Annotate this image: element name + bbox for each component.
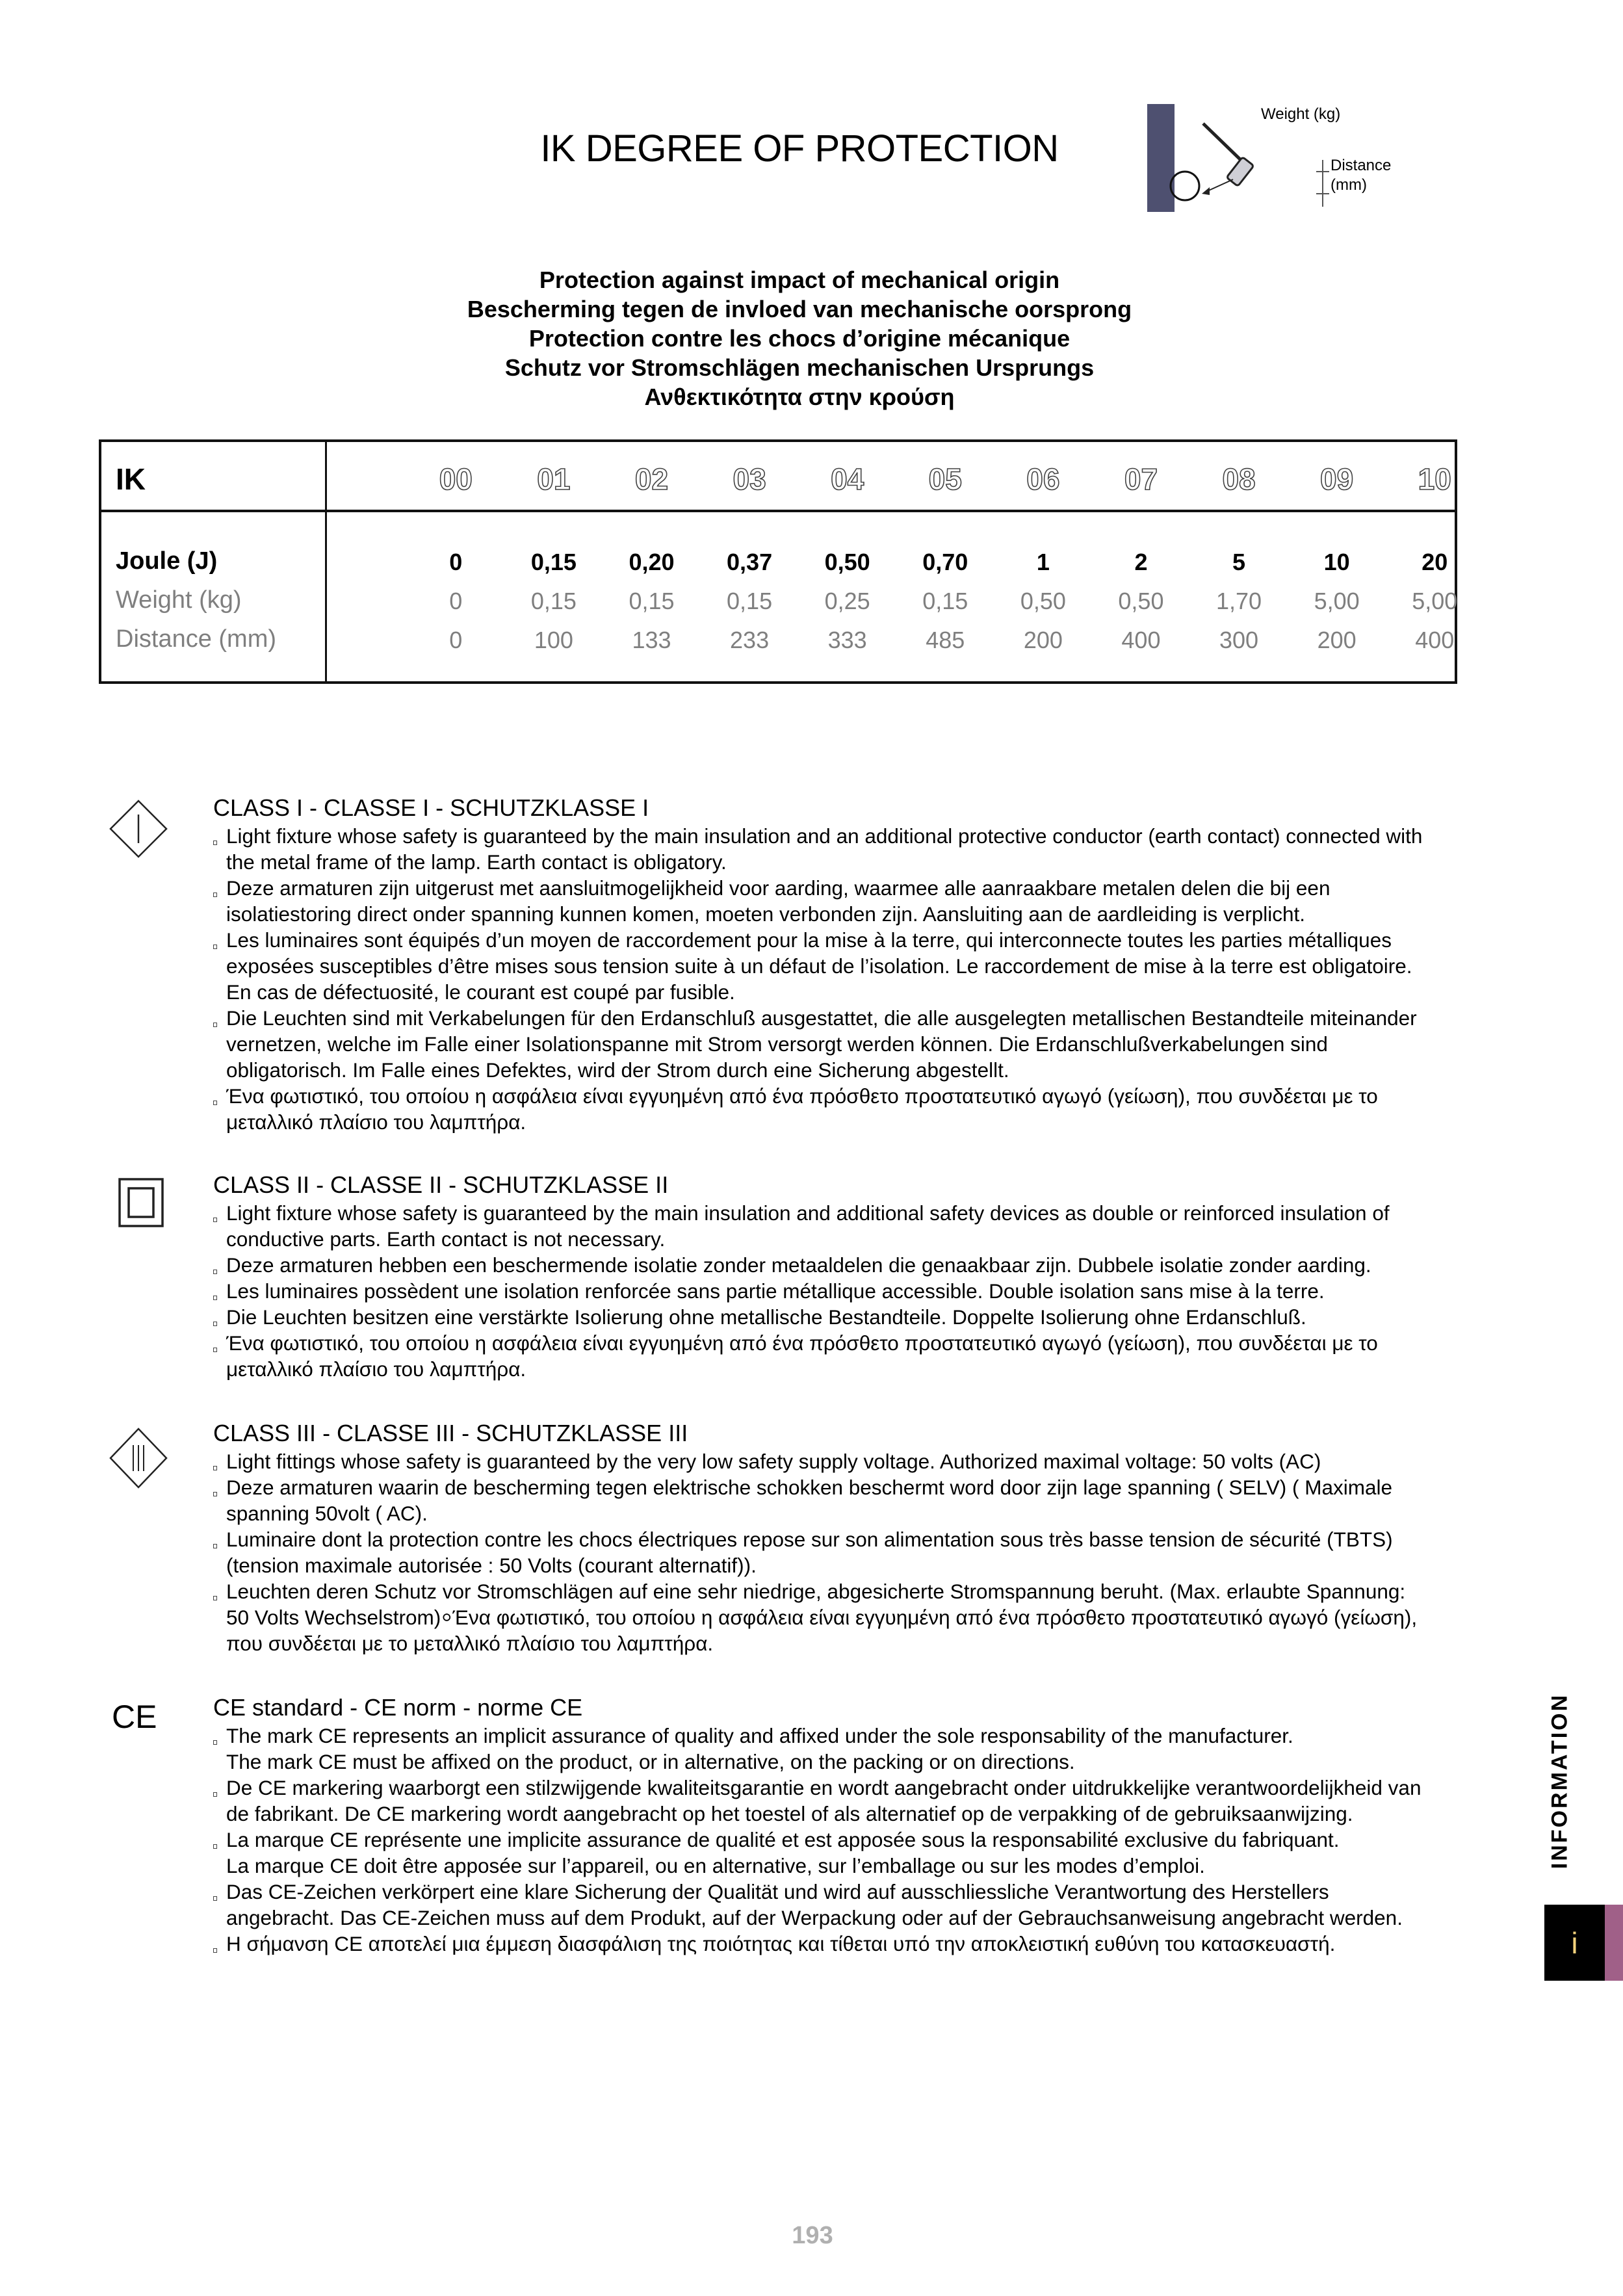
subtitle-el: Ανθεκτικότητα στην κρούση [644, 384, 955, 410]
list-item-fr: Les luminaires sont équipés d’un moyen de raccordement pour la mise à la terre, qui interconnecte toutes les parties métalliques exposées susceptibles d’être mises sous tension suite à un défaut de l’isolation. Le raccordement de mise à la terre est obligatoire. En cas de défectuosité, le courant est coupé par fusible. [213, 927, 1611, 1005]
table-cell: 5 [1232, 549, 1246, 575]
table-cell: 0,50 [824, 549, 870, 575]
page-title: IK DEGREE OF PROTECTION [540, 127, 1059, 170]
ik-code: 05 [928, 462, 962, 496]
table-cell: 20 [1422, 549, 1448, 575]
table-cell: 0,15 [530, 549, 577, 575]
multilingual-subtitles [325, 265, 1274, 411]
list-item-nl: Deze armaturen waarin de bescherming tegen elektrische schokken beschermt word door zijn lage spanning ( SELV) ( Maximale spanning 50volt ( AC). [213, 1474, 1611, 1526]
subtitle-en: Protection against impact of mechanical origin [539, 267, 1060, 293]
class-2-double-square-icon [103, 1168, 174, 1239]
ik-code: 06 [1026, 462, 1060, 496]
table-cell: 400 [1121, 627, 1161, 653]
ik-code: 02 [634, 462, 669, 496]
class-3-diamond-icon [103, 1422, 174, 1494]
list-item-en: Light fixture whose safety is guaranteed by the main insulation and an additional protective conductor (earth contact) connected with the metal frame of the lamp. Earth contact is obligatory. [213, 823, 1611, 875]
table-cell: 0,50 [1118, 588, 1164, 614]
table-cell: 0 [449, 627, 463, 653]
list-item-en: Light fittings whose safety is guaranteed by the very low safety supply voltage. Authorized maximal voltage: 50 volts (AC) [213, 1448, 1611, 1474]
ik-code: 07 [1124, 462, 1158, 496]
table-cell: 0 [449, 588, 463, 614]
ik-code: 00 [439, 462, 473, 496]
chapter-tab-information[interactable] [1544, 1905, 1623, 1981]
chapter-side-label: INFORMATION [1547, 1693, 1572, 1870]
list-item-fr: Luminaire dont la protection contre les chocs électriques repose sur son alimentation sous très basse tension de sécurité (TBTS) (tension maximale autorisée : 50 Volts (courant alternatif)). [213, 1526, 1611, 1578]
table-cell: 0,15 [922, 588, 968, 614]
table-cell: 2 [1134, 549, 1148, 575]
ik-protection-table [99, 439, 1457, 684]
list-item-de-el: Leuchten deren Schutz vor Stromschlägen auf eine sehr niedrige, abgesicherte Stromspannung beruht. (Max. erlaubte Spannung: 50 Volts Wechselstrom)⸰Ένα φωτιστικό, του οποίου η ασφάλεια είναι εγγυημένη από ένα πρόσθετο προστατευτικό αγωγό (γείωση), που συνδέεται με το μεταλλικό πλαίσιο του λαμπτήρα. [213, 1578, 1611, 1656]
table-divider-vertical [325, 442, 327, 681]
table-cell: 200 [1023, 627, 1063, 653]
list-item-en: The mark CE represents an implicit assurance of quality and affixed under the sole responsability of the manufacturer. The mark CE must be affixed on the product, or in alternative, on the packing or on directions. [213, 1723, 1611, 1775]
info-icon: i [1544, 1905, 1605, 1981]
table-cell: 133 [632, 627, 671, 653]
weight-label: Weight (kg) [1261, 105, 1341, 123]
ce-mark-icon: CE [112, 1699, 157, 1735]
row-label-weight: Weight (kg) [116, 586, 242, 614]
table-cell: 200 [1317, 627, 1357, 653]
table-cell: 0,15 [727, 588, 773, 614]
class-2-list [213, 1200, 1611, 1382]
table-cell: 100 [534, 627, 573, 653]
page-number: 193 [792, 2222, 833, 2249]
list-item-nl: Deze armaturen zijn uitgerust met aansluitmogelijkheid voor aarding, waarmee alle aanraakbare metalen delen die bij een isolatiestoring direct onder spanning kunnen komen, moeten verbonden zijn. Aansluiting aan de aardleiding is verplicht. [213, 875, 1611, 927]
table-cell: 0,20 [629, 549, 675, 575]
ik-code: 08 [1222, 462, 1256, 496]
table-cell: 0,70 [922, 549, 968, 575]
list-item-en: Light fixture whose safety is guaranteed by the main insulation and additional safety devices as double or reinforced insulation of conductive parts. Earth contact is not necessary. [213, 1200, 1611, 1252]
table-cell: 1 [1036, 549, 1050, 575]
table-cell: 0,15 [530, 588, 577, 614]
table-cell: 0,15 [629, 588, 675, 614]
section-heading: CLASS I - CLASSE I - SCHUTZKLASSE I [213, 794, 649, 821]
list-item-fr: Les luminaires possèdent une isolation renforcée sans partie métallique accessible. Double isolation sans mise à la terre. [213, 1278, 1611, 1304]
section-heading: CLASS II - CLASSE II - SCHUTZKLASSE II [213, 1171, 669, 1198]
table-cell: 1,70 [1216, 588, 1262, 614]
ik-code: 09 [1320, 462, 1354, 496]
impact-pendulum-diagram [1147, 103, 1407, 213]
ik-code: 04 [831, 462, 864, 496]
table-divider-horizontal [101, 510, 1455, 512]
row-label-joule: Joule (J) [116, 547, 218, 575]
table-cell: 485 [926, 627, 965, 653]
table-cell: 5,00 [1412, 588, 1458, 614]
subtitle-de: Schutz vor Stromschlägen mechanischen Ursprungs [504, 354, 1095, 381]
ik-code: 01 [537, 462, 571, 496]
table-cell: 0,50 [1020, 588, 1066, 614]
distance-label: Distance (mm) [1331, 157, 1392, 194]
list-item-de: Das CE-Zeichen verkörpert eine klare Sicherung der Qualität und wird auf ausschliessliche Verantwortung des Herstellers angebracht. Das CE-Zeichen muss auf dem Produkt, auf der Werpackung oder auf der Gebrauchsanweisung angebracht werden. [213, 1879, 1611, 1931]
class-1-list [213, 823, 1611, 1135]
section-heading: CLASS III - CLASSE III - SCHUTZKLASSE III [213, 1420, 688, 1446]
list-item-de: Die Leuchten sind mit Verkabelungen für den Erdanschluß ausgestattet, die alle ausgelegten metallischen Bestandteile miteinander vernetzen, welche im Falle einer Isolationspanne mit Strom versorgt werden können. Die Erdanschlußverkabelungen sind obligatorisch. Im Falle eines Defektes, wird der Strom durch eine Sicherung abgestellt. [213, 1005, 1611, 1083]
table-cell: 5,00 [1314, 588, 1360, 614]
table-cell: 233 [730, 627, 770, 653]
table-cell: 400 [1415, 627, 1455, 653]
ce-list [213, 1723, 1611, 1957]
list-item-nl: Deze armaturen hebben een beschermende isolatie zonder metaaldelen die genaakbaar zijn. Dubbele isolatie zonder aarding. [213, 1252, 1611, 1278]
tab-color-strip [1605, 1905, 1623, 1981]
section-heading: CE standard - CE norm - norme CE [213, 1694, 583, 1721]
ik-header-label: IK [116, 462, 146, 496]
list-item-el: Η σήμανση CE αποτελεί μια έμμεση διασφάλιση της ποιότητας και τίθεται υπό την αποκλειστική ευθύνη του κατασκευαστή. [213, 1931, 1611, 1957]
subtitle-nl: Bescherming tegen de invloed van mechanische oorsprong [467, 296, 1132, 322]
ik-code: 10 [1418, 462, 1451, 496]
table-cell: 0,25 [824, 588, 870, 614]
subtitle-fr: Protection contre les chocs d’origine mécanique [528, 325, 1071, 352]
list-item-de: Die Leuchten besitzen eine verstärkte Isolierung ohne metallische Bestandteile. Doppelte Isolierung ohne Erdanschluß. [213, 1304, 1611, 1330]
ik-code: 03 [733, 462, 766, 496]
ik-codes-row [407, 462, 1484, 497]
table-cell: 333 [827, 627, 867, 653]
table-cell: 0 [449, 549, 463, 575]
class-1-diamond-icon [103, 793, 174, 865]
list-item-fr: La marque CE représente une implicite assurance de qualité et est apposée sous la responsabilité exclusive du fabriquant. La marque CE doit être apposée sur l’appareil, ou en alternative, sur l’emballage ou sur les modes d’emploi. [213, 1827, 1611, 1879]
table-row-distance [407, 627, 1484, 654]
list-item-nl: De CE markering waarborgt een stilzwijgende kwaliteitsgarantie en wordt aangebracht onder uitdrukkelijke verantwoordelijkheid van de fabrikant. De CE markering wordt aangebracht op het toestel of als alternatief op de verpakking of de gebruiksaanwijzing. [213, 1775, 1611, 1827]
table-cell: 10 [1323, 549, 1350, 575]
table-cell: 0,37 [727, 549, 773, 575]
table-row-joule [407, 549, 1484, 576]
class-3-list [213, 1448, 1611, 1656]
list-item-el: Ένα φωτιστικό, του οποίου η ασφάλεια είναι εγγυημένη από ένα πρόσθετο προστατευτικό αγωγό (γείωση), που συνδέεται με το μεταλλικό πλαίσιο του λαμπτήρα. [213, 1083, 1611, 1135]
row-label-distance: Distance (mm) [116, 625, 277, 653]
list-item-el: Ένα φωτιστικό, του οποίου η ασφάλεια είναι εγγυημένη από ένα πρόσθετο προστατευτικό αγωγό (γείωση), που συνδέεται με το μεταλλικό πλαίσιο του λαμπτήρα. [213, 1330, 1611, 1382]
table-row-weight [407, 588, 1484, 615]
table-cell: 300 [1219, 627, 1259, 653]
